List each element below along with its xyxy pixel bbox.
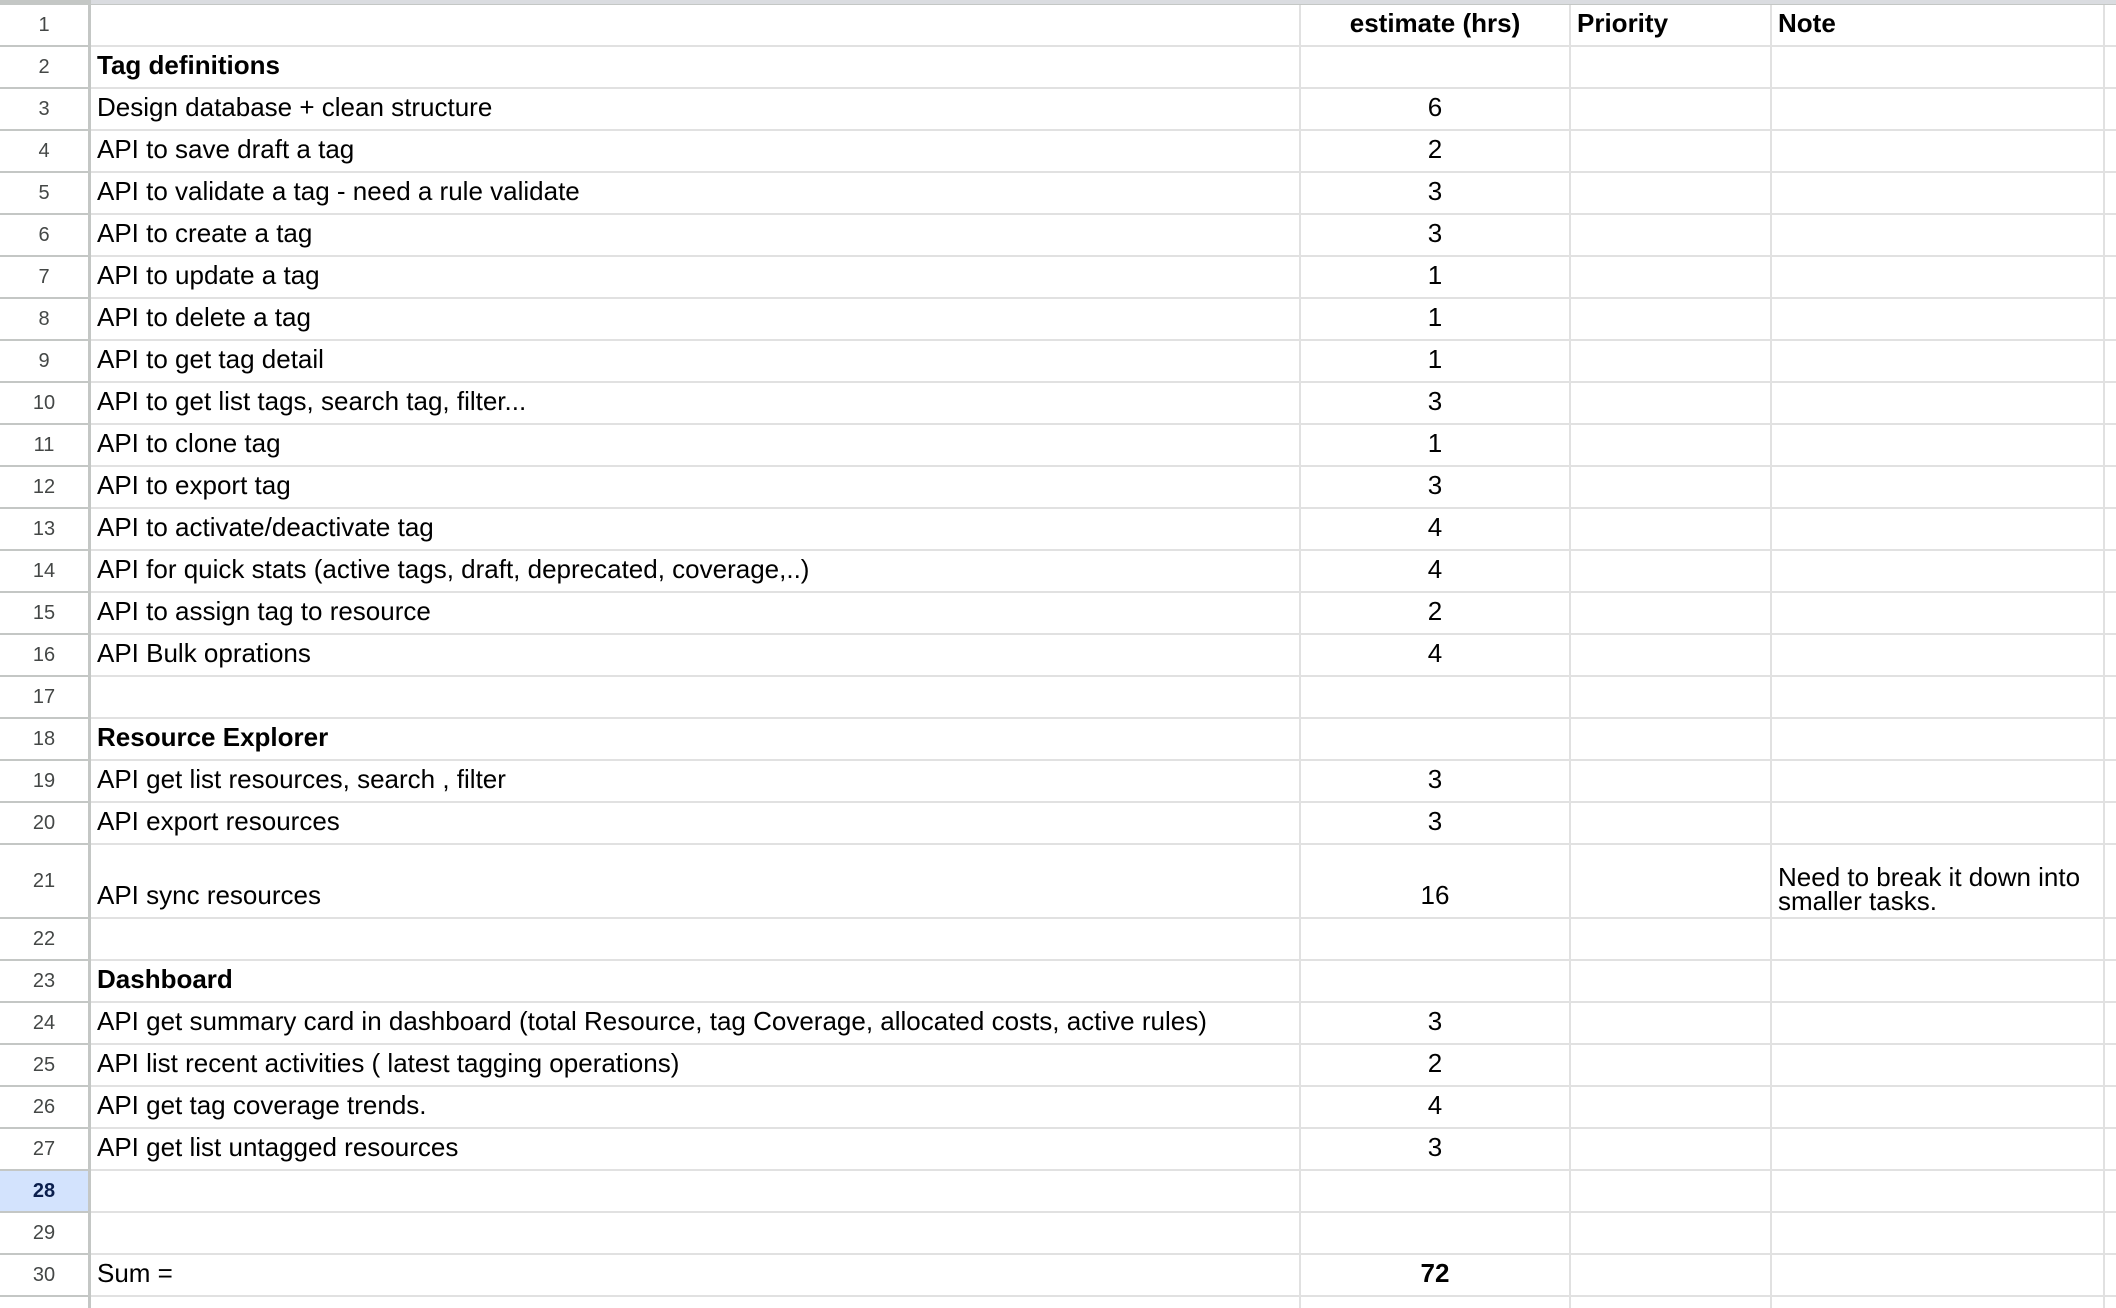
priority-cell[interactable] [1571,341,1772,383]
priority-cell[interactable] [1571,215,1772,257]
priority-cell[interactable] [1571,919,1772,961]
task-cell[interactable]: API to assign tag to resource [91,593,1301,635]
table-row [0,341,2116,383]
task-cell[interactable]: API get summary card in dashboard (total Resource, tag Coverage, allocated costs, active rules) [91,1003,1301,1045]
priority-cell[interactable] [1571,961,1772,1003]
row-header[interactable]: 15 [0,593,91,635]
task-cell[interactable]: API export resources [91,803,1301,845]
estimate-cell[interactable]: 6 [1301,89,1571,131]
note-cell[interactable] [1772,509,2105,551]
priority-cell[interactable] [1571,89,1772,131]
task-cell[interactable]: API to update a tag [91,257,1301,299]
table-row [0,509,2116,551]
note-cell[interactable] [1772,551,2105,593]
cell-e[interactable] [2105,1171,2116,1213]
cell-e[interactable] [2105,1045,2116,1087]
task-cell[interactable] [91,919,1301,961]
task-cell[interactable]: API get tag coverage trends. [91,1087,1301,1129]
cell-e[interactable] [2105,919,2116,961]
priority-cell[interactable] [1571,173,1772,215]
priority-cell[interactable] [1571,1003,1772,1045]
estimate-cell[interactable]: 4 [1301,551,1571,593]
priority-cell[interactable] [1571,257,1772,299]
table-row [0,677,2116,719]
cell-e[interactable] [2105,719,2116,761]
table-row [0,919,2116,961]
estimate-cell[interactable] [1301,1213,1571,1255]
cell-e[interactable] [2105,845,2116,919]
note-cell[interactable] [1772,89,2105,131]
cell-e[interactable] [2105,635,2116,677]
table-row-partial [0,1297,2116,1308]
note-cell[interactable] [1772,47,2105,89]
task-cell[interactable]: API for quick stats (active tags, draft, deprecated, coverage,..) [91,551,1301,593]
row-header-selected[interactable]: 28 [0,1171,91,1213]
table-row [0,551,2116,593]
note-cell[interactable] [1772,1297,2105,1308]
priority-cell[interactable] [1571,1171,1772,1213]
estimate-cell[interactable]: 4 [1301,1087,1571,1129]
cell-e[interactable] [2105,5,2116,47]
priority-cell[interactable] [1571,593,1772,635]
note-cell[interactable] [1772,1087,2105,1129]
sum-label[interactable]: Sum = [91,1255,1301,1297]
estimate-cell[interactable]: 3 [1301,1129,1571,1171]
estimate-cell[interactable]: 3 [1301,803,1571,845]
cell-e[interactable] [2105,425,2116,467]
row-header[interactable]: 6 [0,215,91,257]
priority-cell[interactable] [1571,425,1772,467]
note-cell[interactable] [1772,635,2105,677]
priority-cell[interactable] [1571,47,1772,89]
note-cell[interactable] [1772,919,2105,961]
cell-e[interactable] [2105,173,2116,215]
cell-e[interactable] [2105,89,2116,131]
estimate-cell[interactable]: 1 [1301,425,1571,467]
row-header[interactable]: 22 [0,919,91,961]
table-row [0,173,2116,215]
task-cell[interactable]: API to validate a tag - need a rule validate [91,173,1301,215]
estimate-cell[interactable]: 3 [1301,467,1571,509]
row-header[interactable]: 7 [0,257,91,299]
priority-cell[interactable] [1571,719,1772,761]
task-cell[interactable]: API to clone tag [91,425,1301,467]
priority-cell[interactable] [1571,299,1772,341]
task-cell[interactable] [91,677,1301,719]
note-cell[interactable] [1772,1045,2105,1087]
row-header[interactable]: 4 [0,131,91,173]
row-header[interactable]: 23 [0,961,91,1003]
table-row [0,5,2116,47]
section-row [0,719,2116,761]
priority-cell[interactable] [1571,761,1772,803]
cell-e[interactable] [2105,761,2116,803]
task-cell[interactable]: API sync resources [91,845,1301,919]
estimate-cell[interactable]: 3 [1301,215,1571,257]
cell-e[interactable] [2105,1087,2116,1129]
row-header[interactable]: 26 [0,1087,91,1129]
priority-cell[interactable] [1571,1087,1772,1129]
priority-cell[interactable] [1571,551,1772,593]
priority-cell[interactable] [1571,509,1772,551]
priority-cell[interactable] [1571,845,1772,919]
cell-e[interactable] [2105,1129,2116,1171]
task-cell[interactable]: API to activate/deactivate tag [91,509,1301,551]
note-cell[interactable] [1772,299,2105,341]
row-header[interactable]: 27 [0,1129,91,1171]
row-header[interactable]: 18 [0,719,91,761]
table-row [0,1087,2116,1129]
estimate-cell[interactable]: 2 [1301,1045,1571,1087]
note-cell[interactable] [1772,1129,2105,1171]
section-row [0,961,2116,1003]
row-header[interactable]: 9 [0,341,91,383]
note-cell[interactable] [1772,1003,2105,1045]
note-cell[interactable] [1772,593,2105,635]
table-row [0,761,2116,803]
priority-cell[interactable] [1571,677,1772,719]
estimate-cell[interactable]: 1 [1301,341,1571,383]
priority-cell[interactable] [1571,1045,1772,1087]
row-header[interactable]: 2 [0,47,91,89]
section-title[interactable]: Tag definitions [91,47,1301,89]
task-cell[interactable] [91,1171,1301,1213]
cell-e[interactable] [2105,961,2116,1003]
table-row [0,299,2116,341]
estimate-cell[interactable] [1301,47,1571,89]
table-row [0,1129,2116,1171]
section-title[interactable]: Dashboard [91,961,1301,1003]
task-cell[interactable]: API list recent activities ( latest tagging operations) [91,1045,1301,1087]
estimate-cell[interactable] [1301,677,1571,719]
task-cell[interactable]: Design database + clean structure [91,89,1301,131]
task-cell[interactable]: API get list resources, search , filter [91,761,1301,803]
note-cell[interactable] [1772,1213,2105,1255]
row-header[interactable]: 3 [0,89,91,131]
row-header[interactable]: 16 [0,635,91,677]
row-header[interactable]: 29 [0,1213,91,1255]
row-header[interactable]: 14 [0,551,91,593]
cell-e[interactable] [2105,47,2116,89]
estimate-cell[interactable]: 3 [1301,1003,1571,1045]
table-row [0,425,2116,467]
note-cell[interactable]: Need to break it down into smaller tasks. [1772,845,2105,919]
sum-row [0,1255,2116,1297]
priority-cell[interactable] [1571,1297,1772,1308]
note-cell[interactable] [1772,383,2105,425]
cell-e[interactable] [2105,1213,2116,1255]
row-header[interactable]: 11 [0,425,91,467]
priority-cell[interactable] [1571,1255,1772,1297]
table-row [0,383,2116,425]
note-cell[interactable] [1772,761,2105,803]
cell-e[interactable] [2105,509,2116,551]
task-cell[interactable]: API to delete a tag [91,299,1301,341]
priority-cell[interactable] [1571,131,1772,173]
header-estimate[interactable]: estimate (hrs) [1301,5,1571,47]
row-header[interactable]: 19 [0,761,91,803]
estimate-cell[interactable] [1301,1297,1571,1308]
task-cell[interactable] [91,1297,1301,1308]
note-cell[interactable] [1772,173,2105,215]
estimate-cell[interactable]: 16 [1301,845,1571,919]
cell-e[interactable] [2105,257,2116,299]
cell-e[interactable] [2105,677,2116,719]
priority-cell[interactable] [1571,467,1772,509]
cell-e[interactable] [2105,551,2116,593]
row-header[interactable] [0,1297,91,1308]
row-header[interactable]: 10 [0,383,91,425]
row-header[interactable]: 24 [0,1003,91,1045]
cell-e[interactable] [2105,1297,2116,1308]
row-header[interactable]: 21 [0,845,91,919]
note-cell[interactable] [1772,1171,2105,1213]
estimate-cell[interactable]: 3 [1301,761,1571,803]
row-header[interactable]: 13 [0,509,91,551]
note-cell[interactable] [1772,467,2105,509]
row-header[interactable]: 12 [0,467,91,509]
estimate-cell[interactable]: 2 [1301,131,1571,173]
task-cell[interactable]: API to save draft a tag [91,131,1301,173]
priority-cell[interactable] [1571,383,1772,425]
estimate-cell[interactable] [1301,719,1571,761]
priority-cell[interactable] [1571,1129,1772,1171]
table-row [0,131,2116,173]
table-row-selected [0,1171,2116,1213]
estimate-cell[interactable] [1301,919,1571,961]
estimate-cell[interactable]: 2 [1301,593,1571,635]
row-header[interactable]: 20 [0,803,91,845]
estimate-cell[interactable]: 4 [1301,635,1571,677]
cell-e[interactable] [2105,803,2116,845]
section-title[interactable]: Resource Explorer [91,719,1301,761]
note-cell[interactable] [1772,425,2105,467]
cell-a1[interactable] [91,5,1301,47]
estimate-cell[interactable]: 1 [1301,257,1571,299]
note-cell[interactable] [1772,677,2105,719]
note-cell[interactable] [1772,1255,2105,1297]
section-row [0,47,2116,89]
priority-cell[interactable] [1571,1213,1772,1255]
header-priority[interactable]: Priority [1571,5,1772,47]
cell-e[interactable] [2105,215,2116,257]
estimate-cell[interactable] [1301,1171,1571,1213]
priority-cell[interactable] [1571,803,1772,845]
note-cell[interactable] [1772,803,2105,845]
task-cell[interactable]: API Bulk oprations [91,635,1301,677]
note-cell[interactable] [1772,719,2105,761]
table-row [0,1213,2116,1255]
table-row [0,257,2116,299]
cell-e[interactable] [2105,131,2116,173]
cell-e[interactable] [2105,1255,2116,1297]
table-row [0,803,2116,845]
cell-e[interactable] [2105,1003,2116,1045]
row-header[interactable]: 8 [0,299,91,341]
task-cell[interactable]: API to export tag [91,467,1301,509]
table-row [0,593,2116,635]
note-cell[interactable] [1772,257,2105,299]
cell-e[interactable] [2105,593,2116,635]
table-row [0,1003,2116,1045]
task-cell[interactable]: API to get list tags, search tag, filter... [91,383,1301,425]
table-row [0,1045,2116,1087]
task-cell[interactable]: API get list untagged resources [91,1129,1301,1171]
row-header[interactable]: 1 [0,5,91,47]
header-note[interactable]: Note [1772,5,2105,47]
task-cell[interactable]: API to get tag detail [91,341,1301,383]
estimate-cell[interactable]: 3 [1301,173,1571,215]
estimate-cell[interactable]: 1 [1301,299,1571,341]
sum-value[interactable]: 72 [1301,1255,1571,1297]
task-cell[interactable] [91,1213,1301,1255]
estimate-cell[interactable]: 4 [1301,509,1571,551]
row-header[interactable]: 25 [0,1045,91,1087]
estimate-cell[interactable] [1301,961,1571,1003]
row-header[interactable]: 30 [0,1255,91,1297]
cell-e[interactable] [2105,467,2116,509]
cell-e[interactable] [2105,299,2116,341]
estimate-cell[interactable]: 3 [1301,383,1571,425]
task-cell[interactable]: API to create a tag [91,215,1301,257]
table-row [0,845,2116,919]
note-cell[interactable] [1772,341,2105,383]
cell-e[interactable] [2105,383,2116,425]
table-row [0,635,2116,677]
row-header[interactable]: 5 [0,173,91,215]
table-row [0,215,2116,257]
table-row [0,89,2116,131]
table-row [0,467,2116,509]
note-cell[interactable] [1772,961,2105,1003]
priority-cell[interactable] [1571,635,1772,677]
note-cell[interactable] [1772,215,2105,257]
cell-grid [0,5,2116,1308]
row-header[interactable]: 17 [0,677,91,719]
cell-e[interactable] [2105,341,2116,383]
note-cell[interactable] [1772,131,2105,173]
